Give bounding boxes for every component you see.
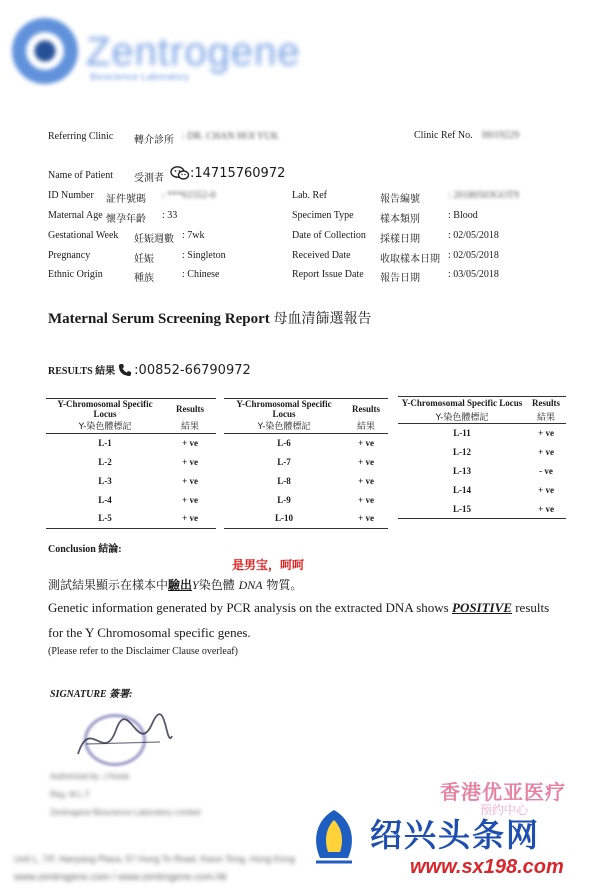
ethnic-origin-label: Ethnic Origin	[48, 269, 103, 280]
result-cell: + ve	[182, 494, 198, 505]
report-title-en: Maternal Serum Screening Report	[48, 311, 270, 327]
date-collection-value: : 02/05/2018	[448, 230, 499, 241]
locus-cell: L-10	[275, 513, 293, 524]
result-cell: + ve	[358, 437, 374, 448]
result-cell: + ve	[182, 456, 198, 467]
result-cell: + ve	[182, 475, 198, 486]
result-cell: + ve	[358, 456, 374, 467]
registration: Reg. M.L.T.	[50, 790, 91, 799]
company-logo-mark	[12, 18, 78, 84]
locus-cell: L-9	[277, 494, 291, 505]
lab-ref-label: Lab. Ref	[292, 190, 327, 201]
locus-cell: L-4	[98, 494, 112, 505]
maternal-age-zh: 懷孕年齡	[106, 214, 146, 225]
report-issue-date-value: : 03/05/2018	[448, 269, 499, 280]
locus-cell: L-12	[453, 447, 471, 457]
results-phone: :00852-66790972	[134, 363, 251, 378]
locus-cell: L-7	[277, 456, 291, 467]
table-header-locus-zh: Y-染色體標記	[398, 410, 526, 424]
phone-icon	[118, 363, 132, 380]
locus-cell: L-15	[453, 503, 471, 514]
table-header-locus-zh: Y-染色體標記	[224, 419, 344, 433]
authorized-by: Authorized by: J Kwok	[50, 772, 130, 781]
specimen-type-value: : Blood	[448, 210, 478, 221]
conclusion-zh-detected: 驗出	[168, 578, 193, 592]
result-cell: + ve	[538, 485, 554, 495]
report-title	[48, 308, 372, 328]
patient-name-value: :14715760972	[190, 166, 286, 181]
table-row	[398, 443, 566, 462]
locus-cell: L-14	[453, 485, 471, 495]
table-header-results: Results	[531, 398, 560, 409]
specimen-type-zh: 樣本類別	[380, 214, 420, 225]
patient-name-zh: 受測者	[134, 173, 164, 184]
locus-cell: L-1	[98, 437, 112, 448]
watermark-url: www.sx198.com	[410, 856, 564, 878]
date-collection-label: Date of Collection	[292, 230, 366, 241]
results-table-2	[224, 398, 388, 529]
gestational-week-value: : 7wk	[182, 230, 205, 241]
conclusion-en-line-2: for the Y Chromosomal specific genes.	[48, 625, 251, 640]
referring-clinic-label: Referring Clinic	[48, 131, 114, 142]
table-row	[398, 481, 566, 500]
table-row	[398, 500, 566, 519]
conclusion-en-line-1	[48, 600, 549, 616]
signature-label: SIGNATURE 簽署:	[50, 689, 133, 700]
pregnancy-zh: 妊娠	[134, 254, 154, 265]
results-heading	[48, 362, 251, 380]
watermark-clinic-name: 香港优亚医疗	[440, 780, 566, 804]
table-row	[398, 424, 566, 443]
table-header-results-zh: 結果	[526, 410, 566, 424]
id-number-value: : ***61552-0	[162, 190, 216, 201]
handwritten-red-note: 是男宝，呵呵	[232, 558, 305, 572]
conclusion-positive: POSITIVE	[452, 600, 512, 615]
footer-website: www.zentrogene.com / www.zentrogene.com.hk	[14, 872, 227, 883]
table-row	[224, 433, 388, 452]
watermark-logo-icon	[306, 806, 362, 870]
table-header-results: Results	[175, 404, 204, 414]
pregnancy-label: Pregnancy	[48, 250, 91, 261]
locus-cell: L-11	[453, 428, 471, 439]
gestational-week-zh: 妊娠週數	[134, 234, 174, 245]
conclusion-zh-y: Y	[192, 578, 199, 592]
result-cell: + ve	[182, 513, 198, 524]
maternal-age-value: : 33	[162, 210, 178, 221]
table-header-results-zh: 結果	[344, 419, 388, 433]
conclusion-label: Conclusion 結論:	[48, 544, 122, 555]
table-header-locus-zh: Y-染色體標記	[46, 419, 164, 433]
company-name: Zentrogene Bioscience Laboratory Limited	[50, 808, 201, 817]
referring-clinic-zh: 轉介診所	[134, 135, 174, 146]
ethnic-origin-value: : Chinese	[182, 269, 220, 280]
conclusion-zh-dna: DNA	[238, 578, 263, 592]
table-header-results-zh: 結果	[164, 419, 216, 433]
table-row	[224, 471, 388, 490]
conclusion-en-post: results	[515, 600, 550, 615]
table-header-locus: Y-Chromosomal Specific Locus	[57, 399, 153, 419]
conclusion-en-pre: Genetic information generated by PCR analysis on the extracted DNA shows	[48, 600, 449, 615]
gestational-week-label: Gestational Week	[48, 230, 119, 241]
table-row	[224, 490, 388, 509]
locus-cell: L-8	[277, 475, 291, 486]
date-collection-zh: 採樣日期	[380, 234, 420, 245]
table-row	[224, 452, 388, 471]
lab-ref-value: : 20180503GOT9	[448, 190, 519, 201]
id-number-zh: 証件號碼	[106, 194, 146, 205]
results-label: RESULTS 結果	[48, 366, 116, 377]
report-issue-date-label: Report Issue Date	[292, 269, 364, 280]
result-cell: + ve	[538, 447, 554, 457]
pregnancy-value: : Singleton	[182, 250, 226, 261]
conclusion-zh	[48, 576, 302, 593]
specimen-type-label: Specimen Type	[292, 210, 354, 221]
table-row	[46, 452, 216, 471]
clinic-ref-value: H019229	[482, 130, 520, 141]
handwritten-signature	[68, 706, 178, 769]
table-row	[46, 471, 216, 490]
footer-address: Unit L, 7/F, Nanyang Plaza, 57 Hung To Road, Kwun Tong, Hong Kong	[14, 854, 295, 864]
result-cell: - ve	[539, 466, 553, 476]
clinic-ref-label: Clinic Ref No.	[414, 130, 473, 141]
table-header-locus: Y-Chromosomal Specific Locus	[401, 398, 523, 409]
result-cell: + ve	[358, 475, 374, 486]
result-cell: + ve	[538, 503, 554, 514]
result-cell: + ve	[358, 494, 374, 505]
watermark-clinic-sub: 预约中心	[480, 803, 529, 817]
received-date-zh: 收取樣本日期	[380, 254, 440, 265]
table-row	[398, 462, 566, 481]
company-logo-subtitle: Bioscience Laboratory	[90, 72, 189, 83]
conclusion-zh-mid: 染色體	[198, 578, 235, 592]
table-row	[224, 509, 388, 528]
locus-cell: L-6	[277, 437, 291, 448]
result-cell: + ve	[182, 437, 198, 448]
report-title-zh: 母血清篩選報告	[273, 311, 372, 327]
company-logo-text: Zentrogene	[86, 30, 301, 74]
referring-clinic-value: : DR. CHAN HOI YUK	[182, 131, 279, 142]
watermark-site-name: 绍兴头条网	[370, 816, 541, 854]
conclusion-zh-post: 物質。	[266, 578, 303, 592]
results-table-1	[46, 398, 216, 529]
table-header-results: Results	[351, 404, 380, 414]
locus-cell: L-13	[453, 466, 471, 476]
id-number-label: ID Number	[48, 190, 94, 201]
ethnic-origin-zh: 種族	[134, 273, 154, 284]
locus-cell: L-5	[98, 513, 112, 524]
table-row	[46, 490, 216, 509]
report-issue-date-zh: 報告日期	[380, 273, 420, 284]
locus-cell: L-3	[98, 475, 112, 486]
result-cell: + ve	[538, 428, 554, 439]
received-date-value: : 02/05/2018	[448, 250, 499, 261]
results-table-3	[398, 396, 566, 519]
patient-name-label: Name of Patient	[48, 170, 113, 181]
received-date-label: Received Date	[292, 250, 351, 261]
wechat-icon	[170, 165, 190, 184]
conclusion-zh-pre: 測試結果顯示在樣本中	[48, 578, 169, 592]
table-header-locus: Y-Chromosomal Specific Locus	[236, 399, 332, 419]
table-row	[46, 433, 216, 452]
table-row	[46, 509, 216, 528]
result-cell: + ve	[358, 513, 374, 524]
disclaimer-note: (Please refer to the Disclaimer Clause overleaf)	[48, 646, 238, 657]
locus-cell: L-2	[98, 456, 112, 467]
maternal-age-label: Maternal Age	[48, 210, 103, 221]
lab-ref-zh: 報告編號	[380, 194, 420, 205]
